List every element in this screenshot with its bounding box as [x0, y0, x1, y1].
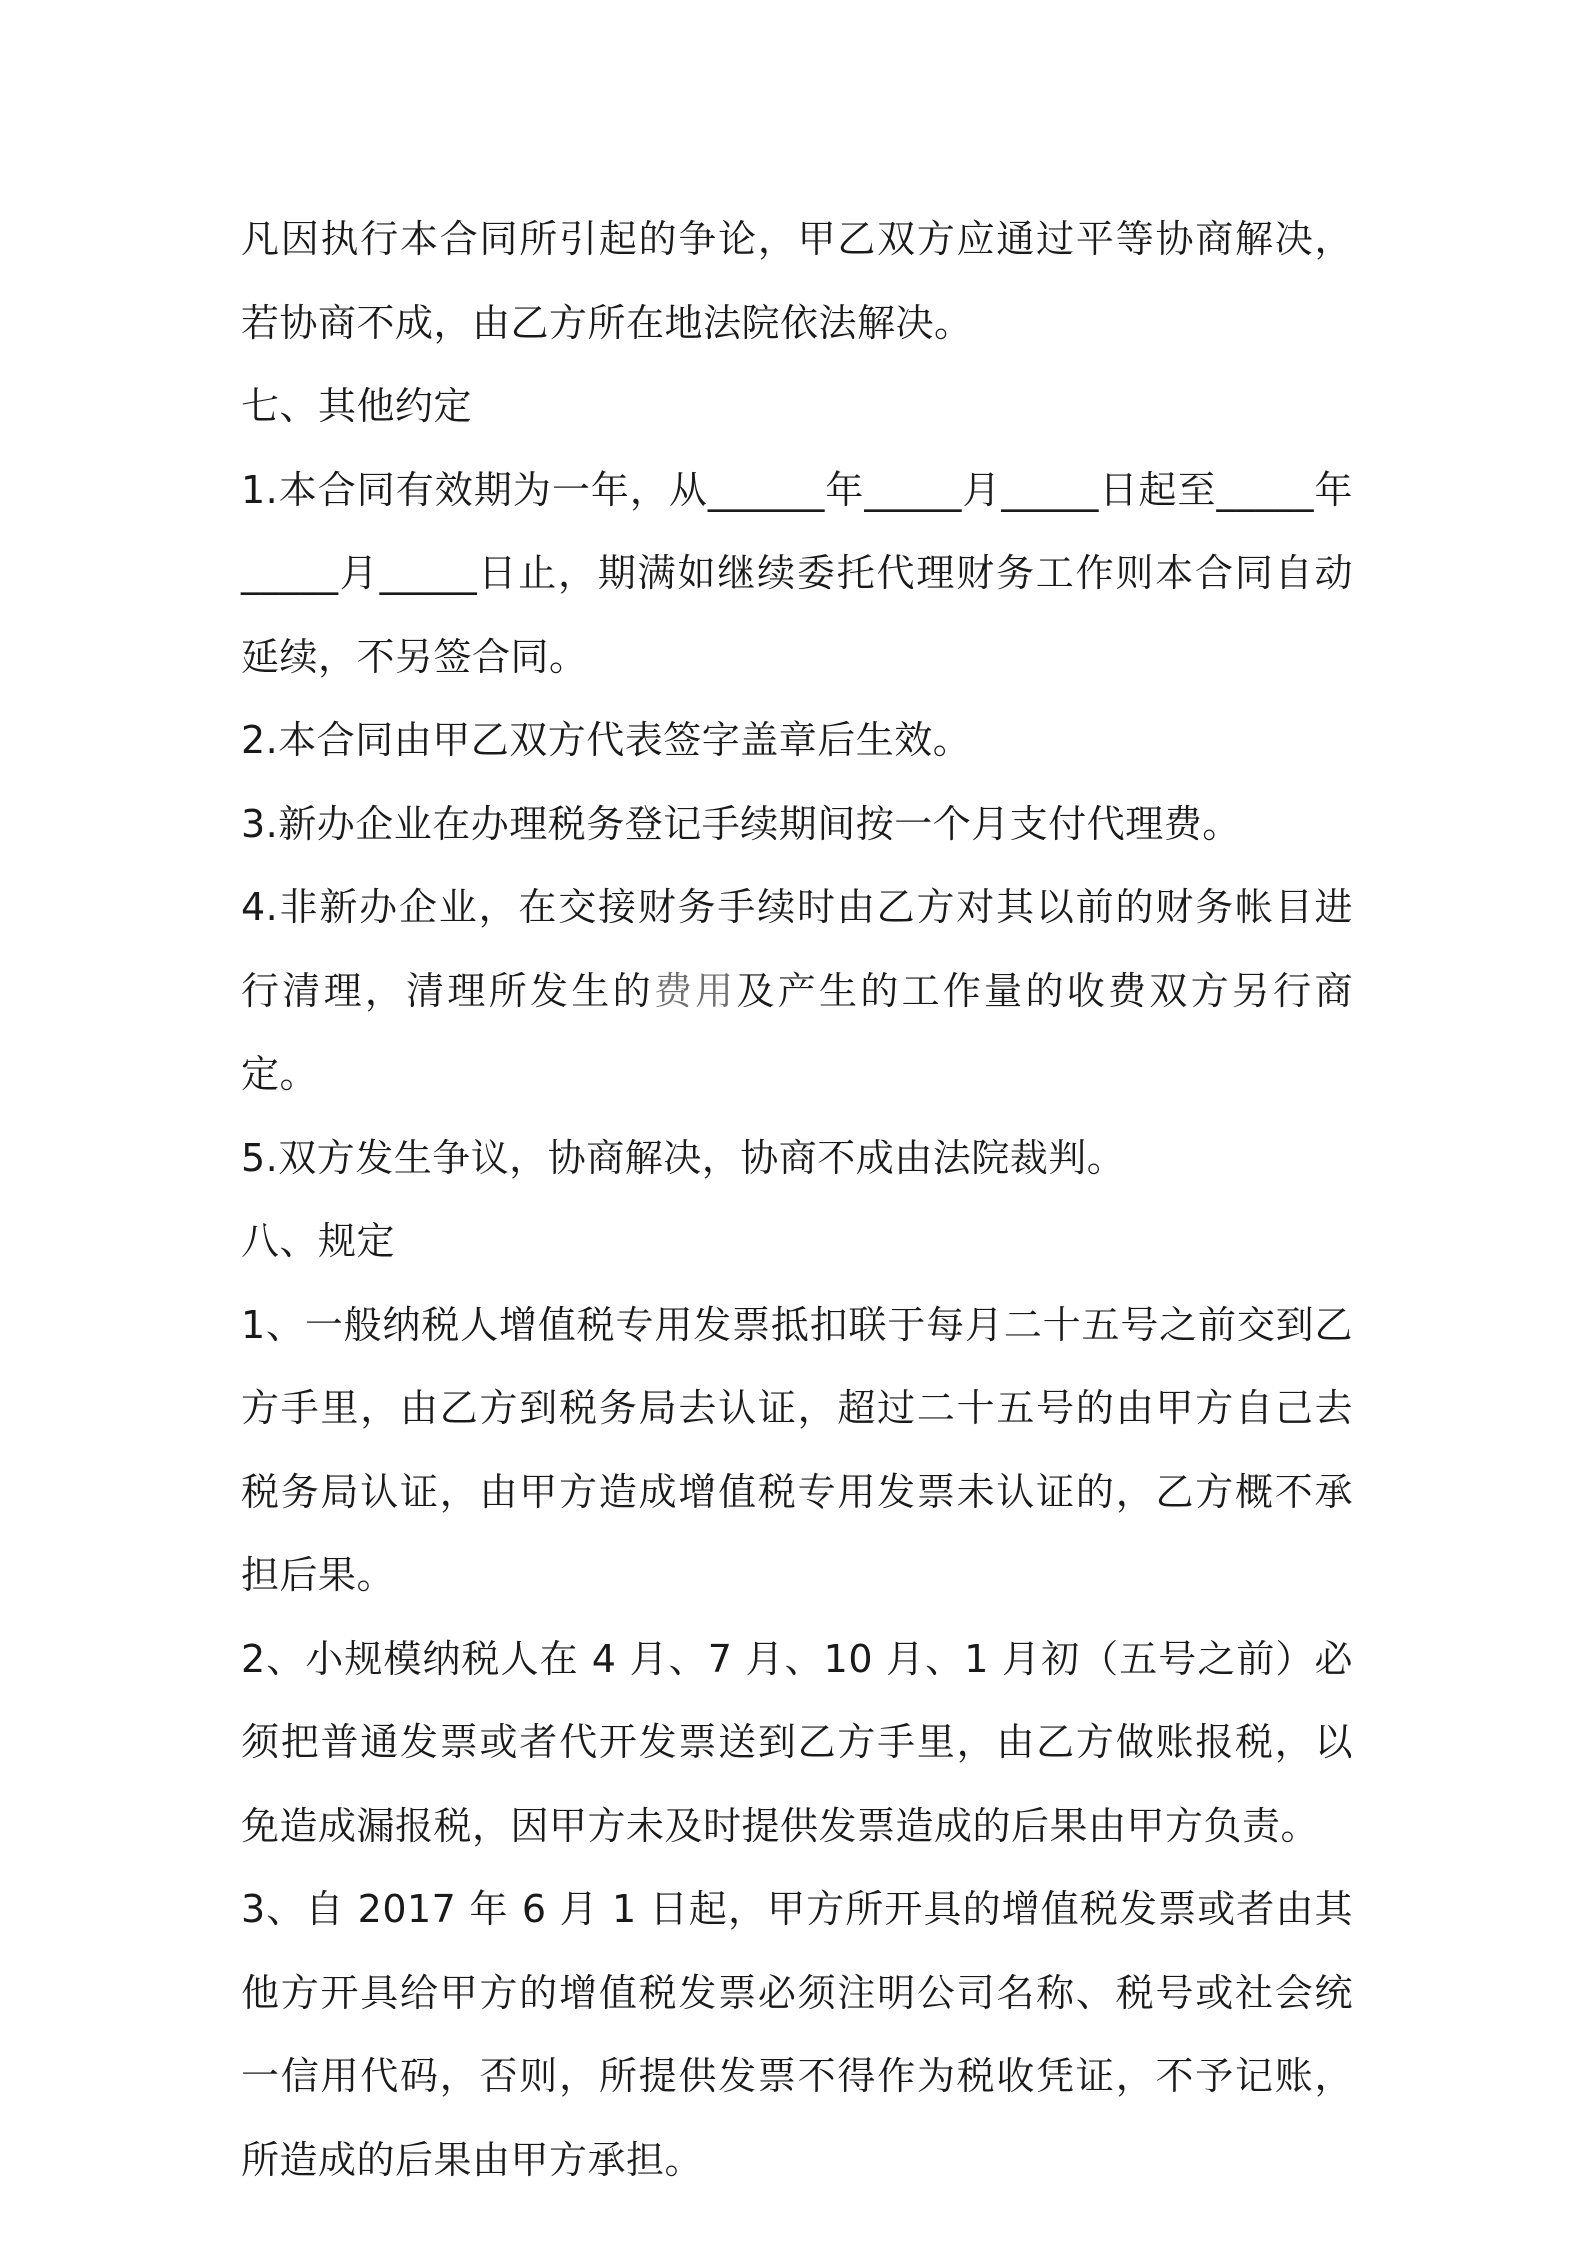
clause-effective-on-signing: 2.本合同由甲乙双方代表签字盖章后生效。 [241, 718, 972, 762]
clause-contract-term: 1.本合同有效期为一年，从______年_____月_____日起至_____年_____月_____日止，期满如继续委托代理财务工作则本合同自动延续，不另签合同。 [241, 467, 1353, 679]
section-heading-regulations: 八、规定 [241, 1219, 396, 1263]
section-heading-other-agreements: 七、其他约定 [241, 384, 473, 428]
clause-new-enterprise-fee: 3.新办企业在办理税务登记手续期间按一个月支付代理费。 [241, 801, 1241, 846]
clause-text-before: 4.非新办企业，在交接财务手续时由乙方对其以前的财务帐目进行清理，清理所发生的 [241, 885, 1353, 1013]
rule-small-scale-taxpayer: 2、小规模纳税人在 4 月、7 月、10 月、1 月初（五号之前）必须把普通发票或者代开发票送到乙方手里，由乙方做账报税，以免造成漏报税，因甲方未及时提供发票造成的后果由甲方负责。 [241, 1636, 1353, 1848]
paragraph-dispute-resolution: 凡因执行本合同所引起的争论，甲乙双方应通过平等协商解决，若协商不成，由乙方所在地法院依法解决。 [241, 217, 1353, 345]
document-body [241, 198, 1353, 2202]
clause-text-after: 及产生的工作量的收费双方另行商定。 [241, 968, 1353, 1096]
rule-invoice-requirements: 3、自 2017 年 6 月 1 日起，甲方所开具的增值税发票或者由其他方开具给甲方的增值税发票必须注明公司名称、税号或社会统一信用代码，否则，所提供发票不得作为税收凭证，不予记账，所造成的后果由甲方承担。 [241, 1887, 1353, 2182]
clause-non-new-enterprise [241, 866, 1353, 1117]
clause-dispute-arbitration: 5.双方发生争议，协商解决，协商不成由法院裁判。 [241, 1135, 1126, 1180]
highlighted-term: 费用 [653, 968, 737, 1013]
rule-general-taxpayer-invoice: 1、一般纳税人增值税专用发票抵扣联于每月二十五号之前交到乙方手里，由乙方到税务局去认证，超过二十五号的由甲方自己去税务局认证，由甲方造成增值税专用发票未认证的，乙方概不承担后果。 [241, 1302, 1353, 1597]
